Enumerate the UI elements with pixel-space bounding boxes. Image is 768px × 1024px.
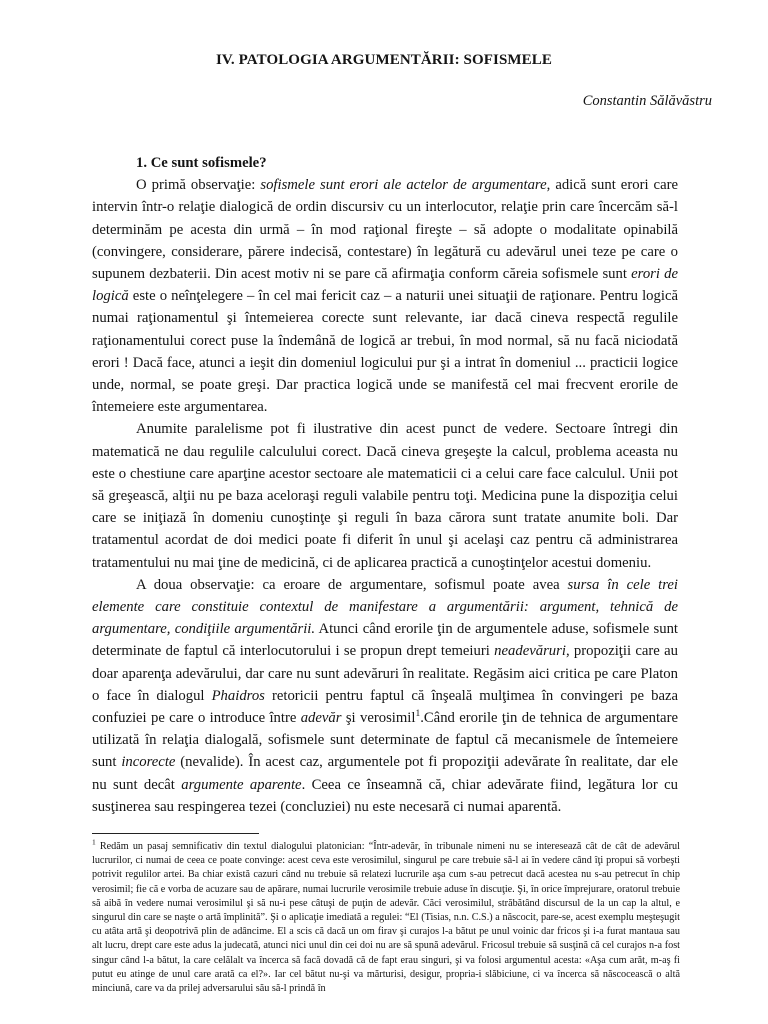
paragraph-text: .Când erorile ţin de tehnica de argumentare utilizată în relaţia dialogală, sofismele sunt determinate de faptul că mecanismele de întemeiere sunt bbox=[92, 710, 678, 771]
emphasis-text: neadevăruri bbox=[494, 643, 566, 660]
chapter-title: IV. PATOLOGIA ARGUMENTĂRII: SOFISMELE bbox=[216, 52, 552, 68]
paragraph-text: A doua observaţie: ca eroare de argumentare, sofismul poate avea bbox=[136, 576, 568, 593]
footnote bbox=[92, 837, 680, 996]
emphasis-text: Phaidros bbox=[211, 687, 265, 704]
paragraph-text: , adică sunt erori care intervin într-o relaţie dialogică de ordin discursiv cu un interlocutor, relaţie prin care încercăm să-l determinăm pe acesta din urmă – în mod raţional fireşte – să adopte o modalitate opinabilă (convingere, considerare, părere indecisă, contestare) în legătură cu adevărul unei teze pe care o supunem dezbaterii. Din acest motiv ni se pare că afirmaţia conform căreia sofismele sunt bbox=[92, 177, 678, 283]
document-body bbox=[92, 152, 678, 818]
emphasis-text: sofismele sunt erori ale actelor de argumentare bbox=[260, 177, 547, 194]
paragraph-text: este o neînţelegere – în cel mai fericit caz – a naturii unei situaţii de raţionare. Pentru logică numai raţionamentul şi întemeierea corecte sunt relevante, iar dacă cineva respectă regulile raţionamentului corect puse la îndemână de logică ar trebui, în mod normal, să nu facă niciodată erori ! Dacă face, atunci a ieşit din domeniul logicului pur şi a intrat în domeniul ... practicii logice unde, normal, se poate greşi. Dar practica logică unde se manifestă cel mai frecvent erorile de întemeiere este argumentarea. bbox=[92, 288, 678, 416]
paragraph-text: , propoziţii care au doar aparenţa adevărului, dar care nu sunt adevăruri în realitate. Regăsim aici critica pe care Platon o face în dialogul bbox=[92, 643, 679, 704]
paragraph-1 bbox=[92, 174, 678, 418]
footnote-number: 1 bbox=[92, 837, 96, 847]
paragraph-text: O primă observaţie: bbox=[136, 177, 261, 194]
emphasis-text: argumente aparente bbox=[181, 776, 302, 793]
author-name: Constantin Sălăvăstru bbox=[582, 93, 712, 109]
footnote-separator bbox=[92, 833, 259, 834]
emphasis-text: erori de logică bbox=[92, 266, 678, 305]
paragraph-text: Atunci când erorile ţin de argumentele aduse, sofismele sunt determinate de faptul că interlocutorului i se propun drept temeiuri bbox=[92, 621, 678, 660]
paragraph-text: (nevalide). În acest caz, argumentele pot fi propoziţii adevărate în realitate, dar ele nu sunt decât bbox=[92, 754, 679, 793]
section-heading: 1. Ce sunt sofismele? bbox=[136, 155, 267, 171]
paragraph-text: retoricii pentru faptul că înşeală mulţimea în convingeri pe baza confuziei pe care o introduce între bbox=[92, 687, 678, 727]
footnote-ref[interactable]: 1 bbox=[415, 709, 421, 720]
emphasis-text: sursa în cele trei elemente care constituie contextul de manifestare a argumentării: argument, tehnică de argumentare, condiţiile argumentării. bbox=[92, 576, 678, 638]
paragraph-text: . Ceea ce înseamnă că, chiar adevărate fiind, legătura lor cu susţinerea sau respingerea tezei (concluziei) nu este necesară ci numai aparentă. bbox=[92, 776, 679, 815]
paragraph-text: şi verosimil bbox=[341, 710, 416, 727]
paragraph-3 bbox=[92, 574, 678, 818]
emphasis-text: adevăr bbox=[300, 710, 342, 727]
paragraph-2: Anumite paralelisme pot fi ilustrative din acest punct de vedere. Sectoare întregi din matematică ne dau regulile calculului corect. Dacă cineva greşeşte la calcul, problema aceasta nu este o chestiune care aparţine acestor sectoare ale matematicii ci a celui care face calculul. Unii pot să greşească, alţii nu pe baza aceloraşi reguli valabile pentru toţi. Medicina pune la dispoziţia celui care se iniţiază în domeniu cunoştinţe şi reguli în baza cărora sunt tratate anumite boli. Dar tratamentul acordat de doi medici poate fi diferit în unul şi acelaşi caz pentru că administrarea tratamentului nu mai ţine de medicină, ci de aplicarea practică a cunoştinţelor acestui domeniu. bbox=[92, 421, 678, 571]
footnote-text: Redăm un pasaj semnificativ din textul dialogului platonician: “Într-adevăr, în tribunale nimeni nu se interesează cât de cât de adevărul lucrurilor, ci numai de ceea ce poate convinge: acest ceva este verosimilul, singurul pe care trebuie să-l ai în vedere când îţi propui să vorbeşti potrivit regulilor artei. Ba chiar există cazuri când nu trebuie să relatezi lucrurile aşa cum s-au petrecut dacă acestea nu s-au petrecut în chip verosimil; fie că e vorba de acuzare sau de apărare, numai lucrurile verosimile trebuie aduse în discuţie. Şi, în orice împrejurare, oratorul trebuie să aibă în vedere numai verosimilul şi să nu-i pese câtuşi de puţin de adevăr. Căci verosimilul, străbătând discursul de la un cap la altul, e singurul din care se naşte o artă împlinită”. Şi o aplicaţie imediată a regulei: “El (Tisias, n.n. C.S.) a născocit, pare-se, acest exemplu meşteşugit cu atâta artă şi deopotrivă plin de adâncime. El a scis că dacă un om firav şi curajos l-a bătut pe unul voinic dar fricos şi i-a furat mantaua sau alt lucru, drept care este adus la judecată, atunci nici unul din cei doi nu are să spună adevărul. Fricosul trebuie să susţină că cel curajos n-a fost singur când l-a bătut, la care celălalt va încerca să facă dovadă că de fapt erau singuri, şi va folosi argumentul acesta: «Aşa cum arăt, m-aş fi putut eu atinge de unul care arată ca el?». Iar cel bătut nu-şi va mărturisi, desigur, propria-i slăbiciune, ci va încerca să născocească o altă minciună, care va da prilej adversarului său să-l prindă în bbox=[92, 841, 680, 995]
emphasis-text: incorecte bbox=[121, 754, 176, 771]
